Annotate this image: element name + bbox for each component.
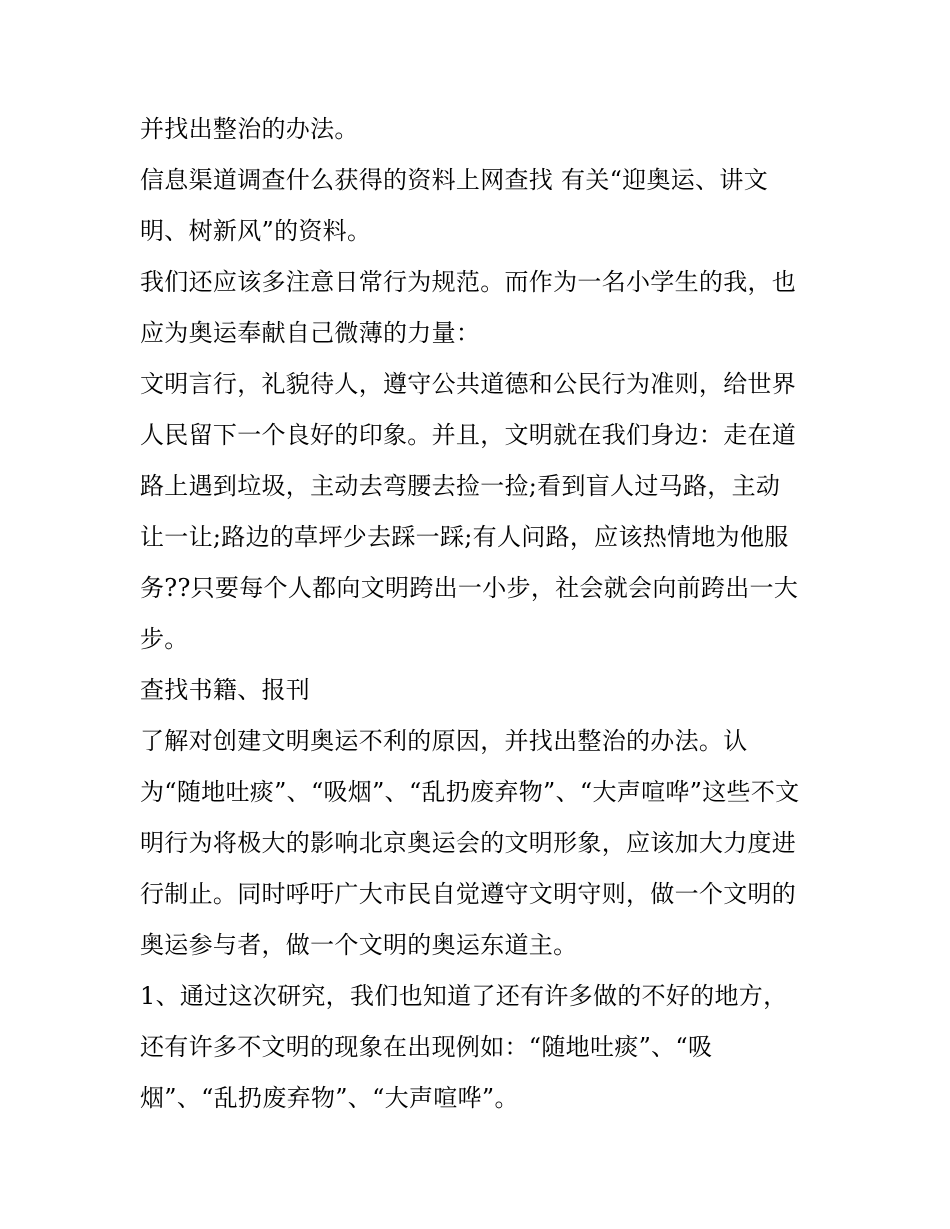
text-line: 我们还应该多注意日常行为规范。而作为一名小学生的我，也 <box>140 268 797 296</box>
text-line: 为“随地吐痰”、“吸烟”、“乱扔废弃物”、“大声喧哗”这些不文 <box>140 778 800 806</box>
text-line: 让一让;路边的草坪少去踩一踩;有人问路，应该热情地为他服 <box>140 523 789 551</box>
text-line: 查找书籍、报刊 <box>140 676 311 704</box>
text-line: 务??只要每个人都向文明跨出一小步，社会就会向前跨出一大 <box>140 574 799 602</box>
text-line: 了解对创建文明奥运不利的原因，并找出整治的办法。认 <box>140 727 748 755</box>
text-line: 行制止。同时呼吁广大市民自觉遵守文明守则，做一个文明的 <box>140 880 797 908</box>
text-line: 路上遇到垃圾，主动去弯腰去捡一捡;看到盲人过马路，主动 <box>140 472 781 500</box>
text-line: 烟”、“乱扔废弃物”、“大声喧哗”。 <box>140 1084 519 1112</box>
text-line: 奥运参与者，做一个文明的奥运东道主。 <box>140 931 578 959</box>
text-line: 还有许多不文明的现象在出现例如：“随地吐痰”、“吸 <box>140 1033 713 1061</box>
text-line: 信息渠道调查什么获得的资料上网查找 有关“迎奥运、讲文 <box>140 166 768 194</box>
text-line: 明行为将极大的影响北京奥运会的文明形象，应该加大力度进 <box>140 829 797 857</box>
text-line: 步。 <box>140 625 189 653</box>
text-line: 人民留下一个良好的印象。并且，文明就在我们身边：走在道 <box>140 421 797 449</box>
text-line: 1、通过这次研究，我们也知道了还有许多做的不好的地方， <box>140 982 788 1010</box>
text-line: 明、树新风”的资料。 <box>140 217 372 245</box>
text-line: 应为奥运奉献自己微薄的力量： <box>140 319 481 347</box>
text-line: 并找出整治的办法。 <box>140 115 359 143</box>
text-line: 文明言行，礼貌待人，遵守公共道德和公民行为准则，给世界 <box>140 370 797 398</box>
document-body <box>140 104 820 1124</box>
